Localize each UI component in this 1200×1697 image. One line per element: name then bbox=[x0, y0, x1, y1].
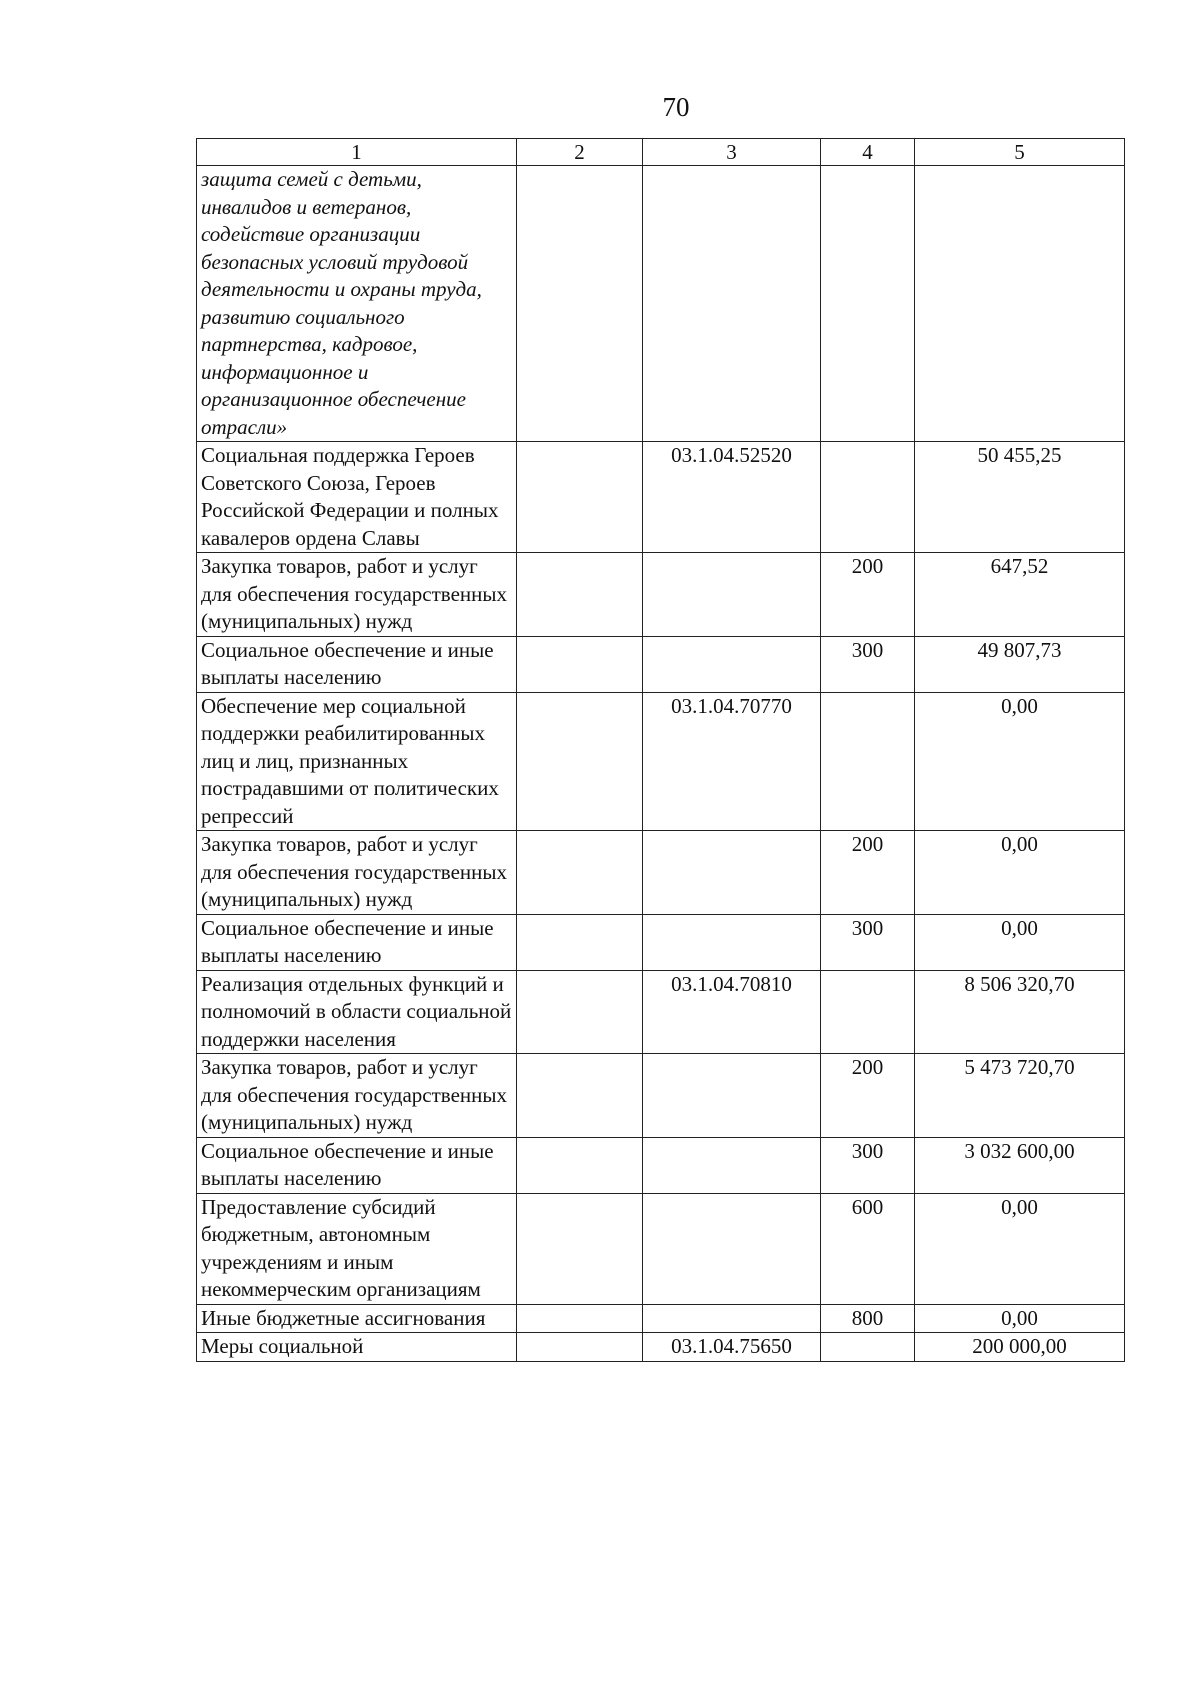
row-type-code: 600 bbox=[821, 1193, 915, 1304]
row-col-2 bbox=[517, 970, 643, 1054]
row-amount: 8 506 320,70 bbox=[915, 970, 1125, 1054]
row-type-code bbox=[821, 166, 915, 442]
row-description: Закупка товаров, работ и услуг для обеспечения государственных (муниципальных) нужд bbox=[197, 1054, 517, 1138]
row-amount: 647,52 bbox=[915, 553, 1125, 637]
row-code bbox=[643, 166, 821, 442]
table-row bbox=[197, 1054, 1125, 1138]
row-amount: 0,00 bbox=[915, 692, 1125, 831]
row-description: Иные бюджетные ассигнования bbox=[197, 1304, 517, 1333]
header-col-4: 4 bbox=[821, 139, 915, 166]
row-amount: 200 000,00 bbox=[915, 1333, 1125, 1362]
row-type-code: 200 bbox=[821, 1054, 915, 1138]
row-amount: 0,00 bbox=[915, 1193, 1125, 1304]
table-body bbox=[197, 166, 1125, 1362]
row-description: Закупка товаров, работ и услуг для обеспечения государственных (муниципальных) нужд bbox=[197, 553, 517, 637]
row-code bbox=[643, 1193, 821, 1304]
row-type-code bbox=[821, 692, 915, 831]
table-row bbox=[197, 692, 1125, 831]
row-description: Меры социальной bbox=[197, 1333, 517, 1362]
row-code bbox=[643, 553, 821, 637]
row-amount: 0,00 bbox=[915, 914, 1125, 970]
row-col-2 bbox=[517, 1054, 643, 1138]
row-col-2 bbox=[517, 636, 643, 692]
row-code: 03.1.04.75650 bbox=[643, 1333, 821, 1362]
row-description: Обеспечение мер социальной поддержки реабилитированных лиц и лиц, признанных пострадавшими от политических репрессий bbox=[197, 692, 517, 831]
header-row bbox=[197, 139, 1125, 166]
row-description: Реализация отдельных функций и полномочий в области социальной поддержки населения bbox=[197, 970, 517, 1054]
table-row bbox=[197, 166, 1125, 442]
row-amount: 5 473 720,70 bbox=[915, 1054, 1125, 1138]
row-col-2 bbox=[517, 692, 643, 831]
row-type-code bbox=[821, 970, 915, 1054]
row-col-2 bbox=[517, 914, 643, 970]
row-code bbox=[643, 1304, 821, 1333]
header-col-5: 5 bbox=[915, 139, 1125, 166]
row-code bbox=[643, 1137, 821, 1193]
row-col-2 bbox=[517, 831, 643, 915]
row-amount: 50 455,25 bbox=[915, 442, 1125, 553]
page-number: 70 bbox=[662, 92, 690, 122]
row-type-code: 200 bbox=[821, 831, 915, 915]
row-col-2 bbox=[517, 1137, 643, 1193]
row-amount: 0,00 bbox=[915, 831, 1125, 915]
header-col-2: 2 bbox=[517, 139, 643, 166]
row-code bbox=[643, 636, 821, 692]
table-row bbox=[197, 442, 1125, 553]
row-code: 03.1.04.52520 bbox=[643, 442, 821, 553]
table-row bbox=[197, 1193, 1125, 1304]
row-description: Социальная поддержка Героев Советского Союза, Героев Российской Федерации и полных кавалеров ордена Славы bbox=[197, 442, 517, 553]
row-col-2 bbox=[517, 1304, 643, 1333]
header-col-3: 3 bbox=[643, 139, 821, 166]
row-description: Закупка товаров, работ и услуг для обеспечения государственных (муниципальных) нужд bbox=[197, 831, 517, 915]
table-row bbox=[197, 1304, 1125, 1333]
table-row bbox=[197, 636, 1125, 692]
row-type-code: 300 bbox=[821, 636, 915, 692]
table-row bbox=[197, 1333, 1125, 1362]
row-description: Социальное обеспечение и иные выплаты населению bbox=[197, 636, 517, 692]
row-code: 03.1.04.70810 bbox=[643, 970, 821, 1054]
row-col-2 bbox=[517, 1193, 643, 1304]
row-amount bbox=[915, 166, 1125, 442]
row-type-code: 300 bbox=[821, 1137, 915, 1193]
row-col-2 bbox=[517, 553, 643, 637]
header-col-1: 1 bbox=[197, 139, 517, 166]
row-col-2 bbox=[517, 1333, 643, 1362]
row-amount: 3 032 600,00 bbox=[915, 1137, 1125, 1193]
table-row bbox=[197, 831, 1125, 915]
row-type-code bbox=[821, 442, 915, 553]
table-row bbox=[197, 1137, 1125, 1193]
row-amount: 49 807,73 bbox=[915, 636, 1125, 692]
budget-table bbox=[196, 138, 1125, 1362]
row-type-code: 200 bbox=[821, 553, 915, 637]
row-amount: 0,00 bbox=[915, 1304, 1125, 1333]
row-description: Социальное обеспечение и иные выплаты населению bbox=[197, 914, 517, 970]
row-type-code: 800 bbox=[821, 1304, 915, 1333]
table-row bbox=[197, 553, 1125, 637]
row-code bbox=[643, 1054, 821, 1138]
row-description: Предоставление субсидий бюджетным, автономным учреждениям и иным некоммерческим организациям bbox=[197, 1193, 517, 1304]
table-row bbox=[197, 914, 1125, 970]
row-code: 03.1.04.70770 bbox=[643, 692, 821, 831]
row-description: защита семей с детьми, инвалидов и ветеранов, содействие организации безопасных условий трудовой деятельности и охраны труда, развитию социального партнерства, кадровое, информационное и организационное обеспечение отрасли» bbox=[197, 166, 517, 442]
table-row bbox=[197, 970, 1125, 1054]
row-type-code: 300 bbox=[821, 914, 915, 970]
row-description: Социальное обеспечение и иные выплаты населению bbox=[197, 1137, 517, 1193]
row-type-code bbox=[821, 1333, 915, 1362]
row-code bbox=[643, 831, 821, 915]
row-col-2 bbox=[517, 166, 643, 442]
row-col-2 bbox=[517, 442, 643, 553]
row-code bbox=[643, 914, 821, 970]
